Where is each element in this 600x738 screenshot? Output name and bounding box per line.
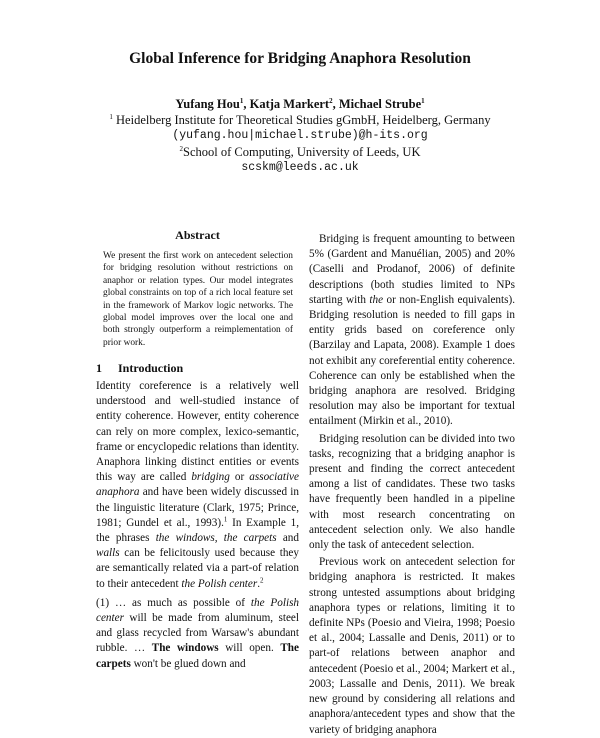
- section-title: Introduction: [118, 361, 184, 375]
- footnote-mark-1: 1: [223, 515, 228, 524]
- author-names: Yufang Hou$^1$, Katja Markert$^2$, Michael Strube$^1$: [175, 96, 425, 111]
- section-heading-introduction: [96, 361, 299, 376]
- author-3: Michael Strube: [338, 97, 422, 111]
- author-2: Katja Markert: [249, 97, 330, 111]
- intro-paragraph: Identity coreference is a relatively well understood and well-studied instance of entity coherence. However, entity coherence can rely on more complex, lexico-semantic, frame or encyclopedic relations than identity. Anaphora linking distinct entities or events this way are called bridging or associative anaphora and have been widely discussed in the linguistic literature (Clark, 1975; Prince, 1981; Gundel et al., 1993).$^1$ In Example 1, the phrases the windows, the carpets and walls can be felicitously used because they are semantically related via a part-of relation to their antecedent the Polish center.$^2$: [96, 380, 299, 590]
- author-block: [0, 96, 600, 176]
- right-column-body: [309, 232, 515, 738]
- left-column-body: [96, 379, 299, 672]
- section-number: 1: [96, 361, 102, 375]
- email-1: (yufang.hou|michael.strube)@h-its.org: [172, 129, 428, 142]
- right-paragraph-3: Previous work on antecedent selection for bridging anaphora is restricted. It makes strong untested assumptions about bridging anaphora types or relations, limiting it to definite NPs (Poesio and Vieira, 1998; Poesio et al., 2004; Lassalle and Denis, 2011) or to part-of relations between anaphor and antecedent (Poesio et al., 2004; Markert et al., 2003; Lassalle and Denis, 2011). We break new ground by considering all relations and anaphora/antecedent types and show that the variety of bridging anaphora: [309, 556, 515, 736]
- right-paragraph-2: Bridging resolution can be divided into two tasks, recognizing that a bridging anaphor is present and finding the correct antecedent among a list of candidates. These two tasks have frequently been handled in a pipeline with most research concentrating on antecedent selection only. We also handle only the task of antecedent selection.: [309, 432, 515, 552]
- author-1: Yufang Hou: [175, 97, 240, 111]
- affiliation-2: $^2$School of Computing, University of Leeds, UK: [179, 144, 421, 159]
- right-paragraph-1: Bridging is frequent amounting to between 5% (Gardent and Manuélian, 2005) and 20% (Caselli and Prodanof, 2006) of definite descriptions (both studies limited to NPs starting with the or non-English equivalents). Bridging resolution is needed to fill gaps in entity grids based on coreference only (Barzilay and Lapata, 2008). Example 1 does not exhibit any coreferential entity coherence. Coherence can only be established when the bridging anaphora are resolved. Bridging resolution may also be important for textual entailment (Mirkin et al., 2010).: [309, 233, 515, 428]
- abstract-heading: Abstract: [175, 228, 220, 242]
- email-2: scskm@leeds.ac.uk: [241, 161, 359, 174]
- footnote-mark-2: 2: [260, 575, 264, 584]
- paper-title: Global Inference for Bridging Anaphora Resolution: [129, 50, 471, 67]
- abstract-text: We present the first work on antecedent selection for bridging resolution without restrictions on anaphor or relation types. Our model integrates global constraints on top of a rich local feature set in the framework of Markov logic networks. The global model improves over the local one and both strongly outperform a reimplementation of prior work.: [103, 251, 293, 348]
- affiliation-1: $^1$ Heidelberg Institute for Theoretical Studies gGmbH, Heidelberg, Germany: [109, 112, 491, 127]
- example-1: (1) … as much as possible of the Polish center will be made from aluminum, steel and glass recycled from Warsaw's abundant rubble. … The windows will open. The carpets won't be glued down and: [96, 596, 300, 670]
